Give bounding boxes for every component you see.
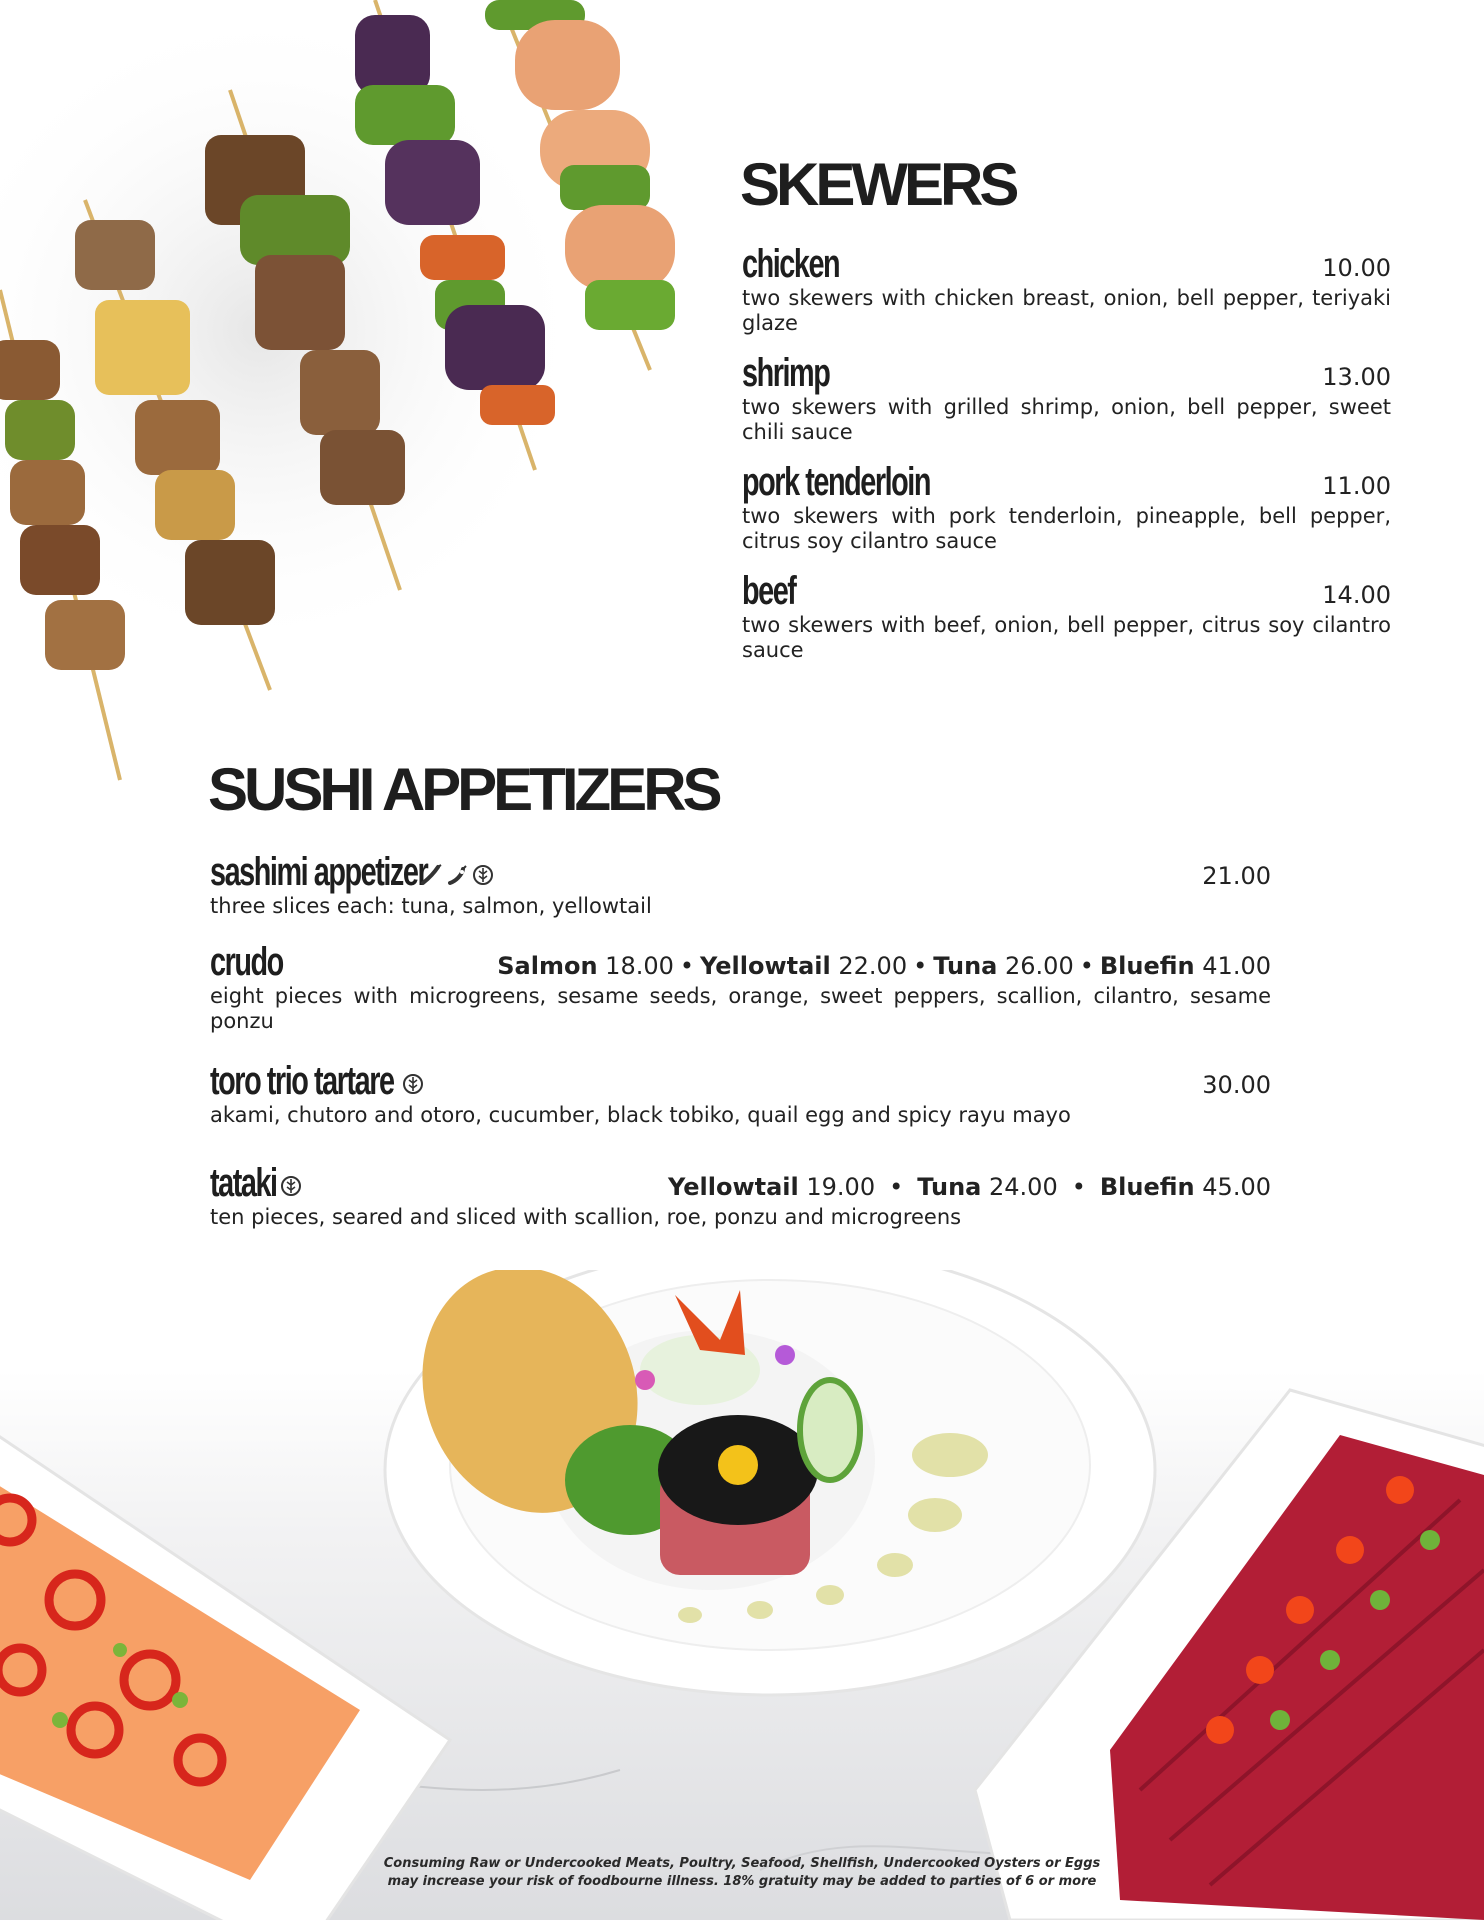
item-description: two skewers with beef, onion, bell pepper, citrus soy cilantro sauce	[742, 613, 1391, 662]
menu-item-shrimp	[742, 347, 1391, 445]
gluten-free-icon	[280, 1175, 302, 1197]
pepper-icon	[420, 864, 442, 886]
menu-item-tataki	[210, 1157, 1271, 1230]
gluten-free-icon	[472, 864, 494, 886]
dietary-icons	[402, 1073, 424, 1095]
item-price: 21.00	[1202, 862, 1271, 890]
item-name: tataki	[210, 1161, 277, 1205]
item-description: two skewers with grilled shrimp, onion, bell pepper, sweet chili sauce	[742, 395, 1391, 444]
separator: •	[913, 952, 928, 980]
skewers-section-title: SKEWERS	[740, 151, 1016, 218]
option-price: 24.00	[989, 1173, 1058, 1201]
item-name: crudo	[210, 940, 283, 984]
separator: •	[1071, 1173, 1086, 1201]
disclaimer-line-2: may increase your risk of foodbourne illness. 18% gratuity may be added to parties of 6 or more	[387, 1874, 1097, 1889]
item-description: akami, chutoro and otoro, cucumber, black tobiko, quail egg and spicy rayu mayo	[210, 1103, 1071, 1127]
item-name: chicken	[742, 242, 840, 286]
menu-item-toro-trio-tartare	[210, 1055, 1271, 1128]
item-price: 30.00	[1202, 1071, 1271, 1099]
option-label: Bluefin	[1099, 1173, 1195, 1201]
option-price: 45.00	[1202, 1173, 1271, 1201]
option-price: 41.00	[1202, 952, 1271, 980]
option-price: 22.00	[838, 952, 908, 980]
sushi-appetizers-photo	[0, 1270, 1484, 1920]
item-price: 14.00	[1322, 581, 1391, 609]
separator: •	[889, 1173, 904, 1201]
item-price: 10.00	[1322, 254, 1391, 282]
menu-item-chicken	[742, 238, 1391, 336]
item-description: ten pieces, seared and sliced with scallion, roe, ponzu and microgreens	[210, 1205, 962, 1229]
item-name: pork tenderloin	[742, 460, 931, 504]
menu-item-beef	[742, 565, 1391, 663]
separator: •	[1079, 952, 1094, 980]
option-price: 18.00	[605, 952, 674, 980]
dietary-icons	[420, 864, 494, 886]
item-price: 13.00	[1322, 363, 1391, 391]
health-disclaimer	[0, 1855, 1484, 1891]
item-description: two skewers with chicken breast, onion, bell pepper, teriyaki glaze	[742, 286, 1391, 335]
item-description: three slices each: tuna, salmon, yellowtail	[210, 894, 652, 918]
skewers-photo	[0, 0, 720, 820]
crudo-price-options	[497, 952, 1271, 980]
option-label: Tuna	[917, 1173, 982, 1201]
option-label: Yellowtail	[668, 1173, 799, 1201]
toro-tartare-bowl-image	[385, 1270, 1155, 1695]
item-price: 11.00	[1322, 472, 1391, 500]
separator: •	[679, 952, 695, 980]
item-name: sashimi appetizer	[210, 850, 428, 894]
item-name: toro trio tartare	[210, 1059, 394, 1103]
disclaimer-line-1: Consuming Raw or Undercooked Meats, Poultry, Seafood, Shellfish, Undercooked Oysters or Eggs	[383, 1856, 1101, 1871]
option-price: 19.00	[806, 1173, 876, 1201]
item-name: shrimp	[742, 351, 830, 395]
option-label: Salmon	[497, 952, 598, 980]
gluten-free-icon	[402, 1073, 424, 1095]
dietary-icons	[280, 1175, 302, 1197]
item-description: eight pieces with microgreens, sesame seeds, orange, sweet peppers, scallion, cilantro, sesame ponzu	[210, 984, 1271, 1033]
option-label: Yellowtail	[700, 952, 831, 980]
option-label: Bluefin	[1099, 952, 1195, 980]
sushi-appetizers-section-title: SUSHI APPETIZERS	[208, 756, 719, 823]
item-description: two skewers with pork tenderloin, pineapple, bell pepper, citrus soy cilantro sauce	[742, 504, 1391, 553]
menu-item-crudo	[210, 936, 1271, 1034]
chili-icon	[446, 864, 468, 886]
item-name: beef	[742, 569, 796, 613]
tataki-price-options	[668, 1173, 1271, 1201]
menu-item-pork-tenderloin	[742, 456, 1391, 554]
option-label: Tuna	[933, 952, 998, 980]
menu-item-sashimi-appetizer	[210, 846, 1271, 919]
option-price: 26.00	[1005, 952, 1074, 980]
